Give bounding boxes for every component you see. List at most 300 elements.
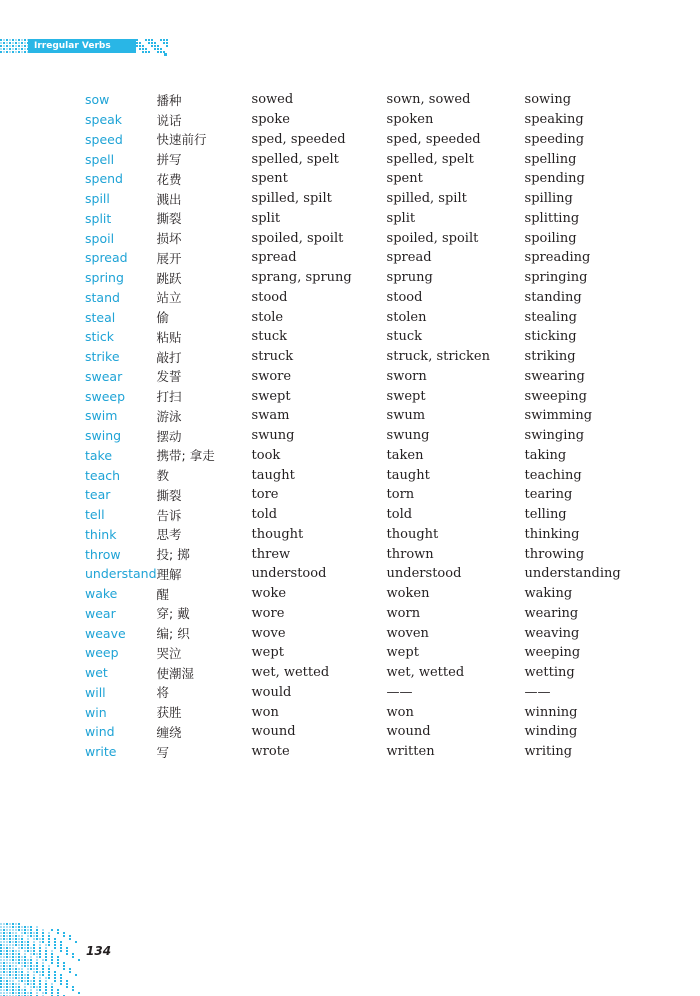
pixel-square <box>145 48 147 50</box>
verb-present-participle: telling <box>524 507 567 523</box>
pixel-square <box>21 941 23 943</box>
verb-meaning: 哭泣 <box>156 645 182 661</box>
pixel-square <box>42 968 44 970</box>
pixel-square <box>21 938 23 940</box>
verb-meaning: 撕裂 <box>156 211 182 227</box>
pixel-square <box>15 977 17 979</box>
pixel-square <box>60 941 62 943</box>
verb-present-participle: winning <box>524 704 578 720</box>
verb-past-participle: wet, wetted <box>386 665 465 681</box>
pixel-square <box>72 956 74 958</box>
pixel-square <box>48 932 50 934</box>
verb-past: wept <box>251 645 284 661</box>
pixel-square <box>42 932 44 934</box>
pixel-square <box>51 962 53 964</box>
verb-present-participle: taking <box>524 447 567 463</box>
irregular-verbs-table <box>85 90 621 762</box>
pixel-square <box>148 39 150 41</box>
pixel-square <box>18 42 20 44</box>
verb-present-participle: winding <box>524 724 578 740</box>
pixel-square <box>69 968 71 970</box>
pixel-square <box>12 51 14 53</box>
pixel-square <box>9 39 11 41</box>
pixel-square <box>33 950 35 952</box>
pixel-square <box>6 968 8 970</box>
pixel-square <box>60 944 62 946</box>
pixel-square <box>0 959 2 961</box>
pixel-square <box>9 941 11 943</box>
pixel-square <box>15 926 17 928</box>
verb-past: understood <box>251 566 327 582</box>
table-row <box>85 722 621 742</box>
pixel-square <box>39 941 41 943</box>
table-row <box>85 149 621 169</box>
pixel-square <box>33 953 35 955</box>
pixel-square <box>0 965 2 967</box>
pixel-square <box>136 45 138 47</box>
pixel-square <box>33 968 35 970</box>
pixel-square <box>3 986 5 988</box>
verb-meaning: 穿; 戴 <box>156 606 190 622</box>
verb-meaning: 教 <box>156 468 170 484</box>
pixel-square <box>54 971 56 973</box>
pixel-square <box>21 944 23 946</box>
verb-present-participle: wetting <box>524 665 575 681</box>
verb-past-participle: told <box>386 507 413 523</box>
verb-past-participle: woken <box>386 586 430 602</box>
pixel-square <box>166 45 168 47</box>
pixel-square <box>39 971 41 973</box>
verb-base: win <box>85 704 107 720</box>
pixel-square <box>57 962 59 964</box>
pixel-square <box>18 938 20 940</box>
table-row <box>85 169 621 189</box>
table-row <box>85 367 621 387</box>
pixel-square <box>12 977 14 979</box>
verb-past-participle: swum <box>386 408 426 424</box>
pixel-square <box>0 992 2 994</box>
pixel-square <box>24 980 26 982</box>
verb-present-participle: speeding <box>524 131 585 147</box>
pixel-square <box>39 944 41 946</box>
pixel-square <box>30 953 32 955</box>
pixel-square <box>48 944 50 946</box>
pixel-square <box>12 953 14 955</box>
pixel-square <box>3 935 5 937</box>
verb-present-participle: spending <box>524 171 585 187</box>
pixel-square <box>21 989 23 991</box>
pixel-square <box>21 48 23 50</box>
verb-past: sowed <box>251 92 294 108</box>
verb-present-participle: writing <box>524 744 573 760</box>
pixel-square <box>21 959 23 961</box>
pixel-square <box>3 953 5 955</box>
pixel-square <box>0 986 2 988</box>
verb-past: would <box>251 684 292 700</box>
verb-past-participle: understood <box>386 566 462 582</box>
pixel-square <box>27 926 29 928</box>
verb-past: spoke <box>251 112 290 128</box>
pixel-square <box>27 977 29 979</box>
pixel-square <box>30 950 32 952</box>
pixel-square <box>6 977 8 979</box>
footer-pixel-decoration <box>0 920 90 996</box>
pixel-square <box>42 959 44 961</box>
pixel-square <box>54 974 56 976</box>
pixel-square <box>15 45 17 47</box>
verb-base: wear <box>85 605 116 621</box>
pixel-square <box>36 938 38 940</box>
verb-present-participle: speaking <box>524 112 584 128</box>
verb-meaning: 编; 织 <box>156 626 190 642</box>
pixel-square <box>9 980 11 982</box>
pixel-square <box>45 989 47 991</box>
pixel-square <box>21 977 23 979</box>
table-row <box>85 584 621 604</box>
pixel-square <box>45 986 47 988</box>
pixel-square <box>54 947 56 949</box>
pixel-square <box>21 45 23 47</box>
pixel-square <box>9 977 11 979</box>
verb-present-participle: splitting <box>524 210 580 226</box>
pixel-square <box>12 962 14 964</box>
pixel-square <box>15 992 17 994</box>
verb-past: sprang, sprung <box>251 270 352 286</box>
verb-base: speed <box>85 131 123 147</box>
pixel-square <box>15 941 17 943</box>
pixel-square <box>12 974 14 976</box>
pixel-square <box>18 929 20 931</box>
pixel-square <box>72 953 74 955</box>
pixel-square <box>3 983 5 985</box>
pixel-square <box>45 983 47 985</box>
pixel-square <box>18 992 20 994</box>
verb-base: tell <box>85 507 105 523</box>
pixel-square <box>45 953 47 955</box>
verb-past-participle: swung <box>386 428 430 444</box>
pixel-square <box>78 992 80 994</box>
pixel-square <box>136 39 138 41</box>
pixel-square <box>3 950 5 952</box>
pixel-square <box>154 45 156 47</box>
pixel-square <box>57 959 59 961</box>
verb-past-participle: spilled, spilt <box>386 191 467 207</box>
table-row <box>85 623 621 643</box>
pixel-square <box>36 965 38 967</box>
pixel-square <box>45 959 47 961</box>
pixel-square <box>12 956 14 958</box>
verb-past: wore <box>251 605 285 621</box>
pixel-square <box>148 51 150 53</box>
verb-present-participle: springing <box>524 270 588 286</box>
pixel-square <box>24 48 26 50</box>
pixel-square <box>48 974 50 976</box>
pixel-square <box>6 932 8 934</box>
pixel-square <box>9 971 11 973</box>
pixel-square <box>0 977 2 979</box>
pixel-square <box>9 935 11 937</box>
pixel-square <box>39 980 41 982</box>
pixel-square <box>30 965 32 967</box>
pixel-square <box>9 974 11 976</box>
table-row <box>85 386 621 406</box>
pixel-square <box>30 935 32 937</box>
pixel-square <box>24 983 26 985</box>
verb-meaning: 摆动 <box>156 428 182 444</box>
verb-past-participle: sped, speeded <box>386 131 481 147</box>
pixel-square <box>18 39 20 41</box>
verb-base: speak <box>85 112 123 128</box>
pixel-square <box>15 48 17 50</box>
pixel-square <box>6 974 8 976</box>
pixel-square <box>136 42 138 44</box>
verb-present-participle: thinking <box>524 526 580 542</box>
pixel-square <box>36 971 38 973</box>
verb-base: write <box>85 744 117 760</box>
pixel-square <box>57 992 59 994</box>
pixel-square <box>27 932 29 934</box>
verb-meaning: 撕裂 <box>156 487 182 503</box>
verb-present-participle: sweeping <box>524 388 587 404</box>
pixel-square <box>160 51 162 53</box>
verb-past: spilled, spilt <box>251 191 332 207</box>
pixel-square <box>6 926 8 928</box>
pixel-square <box>48 968 50 970</box>
pixel-square <box>9 51 11 53</box>
pixel-square <box>27 962 29 964</box>
verb-past: wet, wetted <box>251 665 330 681</box>
pixel-square <box>48 938 50 940</box>
table-row <box>85 465 621 485</box>
pixel-square <box>0 39 2 41</box>
pixel-square <box>12 965 14 967</box>
pixel-square <box>15 929 17 931</box>
pixel-square <box>60 977 62 979</box>
pixel-square <box>6 944 8 946</box>
verb-past-participle: stood <box>386 289 423 305</box>
pixel-square <box>0 51 2 53</box>
pixel-square <box>6 971 8 973</box>
table-row <box>85 307 621 327</box>
pixel-square <box>12 947 14 949</box>
pixel-square <box>15 956 17 958</box>
pixel-square <box>39 938 41 940</box>
table-row <box>85 446 621 466</box>
pixel-square <box>51 986 53 988</box>
pixel-square <box>0 968 2 970</box>
verb-present-participle: swimming <box>524 408 593 424</box>
pixel-square <box>151 39 153 41</box>
verb-base: split <box>85 210 112 226</box>
table-row <box>85 604 621 624</box>
pixel-square <box>36 932 38 934</box>
pixel-square <box>154 48 156 50</box>
pixel-square <box>15 935 17 937</box>
pixel-square <box>9 48 11 50</box>
table-row <box>85 268 621 288</box>
pixel-square <box>0 926 2 928</box>
verb-meaning: 将 <box>156 685 170 701</box>
verb-base: spend <box>85 171 123 187</box>
pixel-square <box>12 932 14 934</box>
pixel-square <box>9 959 11 961</box>
verb-past: thought <box>251 526 304 542</box>
pixel-square <box>48 941 50 943</box>
verb-base: throw <box>85 546 121 562</box>
table-row <box>85 209 621 229</box>
verb-base: steal <box>85 309 116 325</box>
verb-past-participle: swept <box>386 388 426 404</box>
pixel-square <box>15 986 17 988</box>
verb-meaning: 发誓 <box>156 369 182 385</box>
pixel-square <box>145 39 147 41</box>
pixel-square <box>18 935 20 937</box>
pixel-square <box>15 944 17 946</box>
pixel-square <box>42 992 44 994</box>
verb-meaning: 偷 <box>156 310 170 326</box>
verb-past: spread <box>251 250 297 266</box>
pixel-square <box>18 974 20 976</box>
pixel-square <box>48 935 50 937</box>
pixel-square <box>18 950 20 952</box>
pixel-square <box>6 923 8 925</box>
pixel-square <box>72 986 74 988</box>
verb-meaning: 告诉 <box>156 507 182 523</box>
pixel-square <box>45 980 47 982</box>
pixel-square <box>24 932 26 934</box>
pixel-square <box>6 956 8 958</box>
pixel-square <box>9 938 11 940</box>
pixel-square <box>139 48 141 50</box>
pixel-square <box>24 965 26 967</box>
pixel-square <box>142 51 144 53</box>
verb-base: sow <box>85 92 110 108</box>
pixel-square <box>12 42 14 44</box>
verb-past: told <box>251 507 278 523</box>
pixel-square <box>0 983 2 985</box>
pixel-square <box>27 968 29 970</box>
verb-past-participle: sprung <box>386 270 433 286</box>
pixel-square <box>24 953 26 955</box>
pixel-square <box>15 965 17 967</box>
table-row <box>85 90 621 110</box>
pixel-square <box>18 956 20 958</box>
verb-base: swim <box>85 408 118 424</box>
verb-base: spoil <box>85 230 115 246</box>
pixel-square <box>24 977 26 979</box>
verb-present-participle: understanding <box>524 566 621 582</box>
pixel-square <box>12 971 14 973</box>
table-row <box>85 110 621 130</box>
verb-past: wound <box>251 724 296 740</box>
table-row <box>85 189 621 209</box>
pixel-square <box>27 971 29 973</box>
pixel-square <box>36 956 38 958</box>
pixel-square <box>33 965 35 967</box>
pixel-square <box>27 944 29 946</box>
table-row <box>85 426 621 446</box>
pixel-square <box>51 989 53 991</box>
pixel-square <box>30 956 32 958</box>
pixel-square <box>6 45 8 47</box>
pixel-square <box>21 39 23 41</box>
verb-past-participle: spoiled, spoilt <box>386 230 479 246</box>
verb-present-participle: sticking <box>524 329 577 345</box>
verb-base: spring <box>85 270 124 286</box>
pixel-square <box>42 938 44 940</box>
pixel-square <box>154 42 156 44</box>
pixel-square <box>27 959 29 961</box>
pixel-square <box>48 965 50 967</box>
verb-past-participle: stolen <box>386 309 427 325</box>
pixel-square <box>12 48 14 50</box>
pixel-square <box>142 48 144 50</box>
pixel-square <box>57 956 59 958</box>
pixel-square <box>15 989 17 991</box>
pixel-square <box>6 953 8 955</box>
pixel-square <box>18 968 20 970</box>
verb-base: wake <box>85 586 118 602</box>
pixel-square <box>0 941 2 943</box>
pixel-square <box>24 962 26 964</box>
pixel-square <box>148 42 150 44</box>
pixel-square <box>39 983 41 985</box>
verb-past: taught <box>251 467 295 483</box>
verb-present-participle: spilling <box>524 191 573 207</box>
pixel-square <box>36 929 38 931</box>
verb-base: understand <box>85 566 157 582</box>
pixel-square <box>9 989 11 991</box>
pixel-square <box>57 932 59 934</box>
pixel-square <box>33 980 35 982</box>
pixel-square <box>0 980 2 982</box>
pixel-square <box>18 977 20 979</box>
pixel-square <box>36 968 38 970</box>
pixel-square <box>15 39 17 41</box>
verb-base: will <box>85 684 106 700</box>
pixel-square <box>39 956 41 958</box>
verb-past-participle: sown, sowed <box>386 92 471 108</box>
pixel-square <box>3 989 5 991</box>
table-row <box>85 702 621 722</box>
pixel-square <box>21 929 23 931</box>
pixel-square <box>21 965 23 967</box>
pixel-square <box>21 932 23 934</box>
pixel-square <box>27 941 29 943</box>
pixel-square <box>51 992 53 994</box>
verb-base: strike <box>85 349 120 365</box>
table-row <box>85 248 621 268</box>
pixel-square <box>30 926 32 928</box>
pixel-square <box>24 992 26 994</box>
pixel-square <box>18 45 20 47</box>
pixel-square <box>39 989 41 991</box>
verb-past-participle: wept <box>386 645 419 661</box>
pixel-square <box>3 48 5 50</box>
pixel-square <box>12 923 14 925</box>
pixel-square <box>63 932 65 934</box>
pixel-square <box>24 42 26 44</box>
pixel-square <box>157 48 159 50</box>
pixel-square <box>9 950 11 952</box>
pixel-square <box>139 45 141 47</box>
pixel-square <box>9 962 11 964</box>
pixel-square <box>6 48 8 50</box>
pixel-square <box>24 947 26 949</box>
verb-base: stand <box>85 289 120 305</box>
pixel-square <box>157 51 159 53</box>
pixel-square <box>0 923 2 925</box>
